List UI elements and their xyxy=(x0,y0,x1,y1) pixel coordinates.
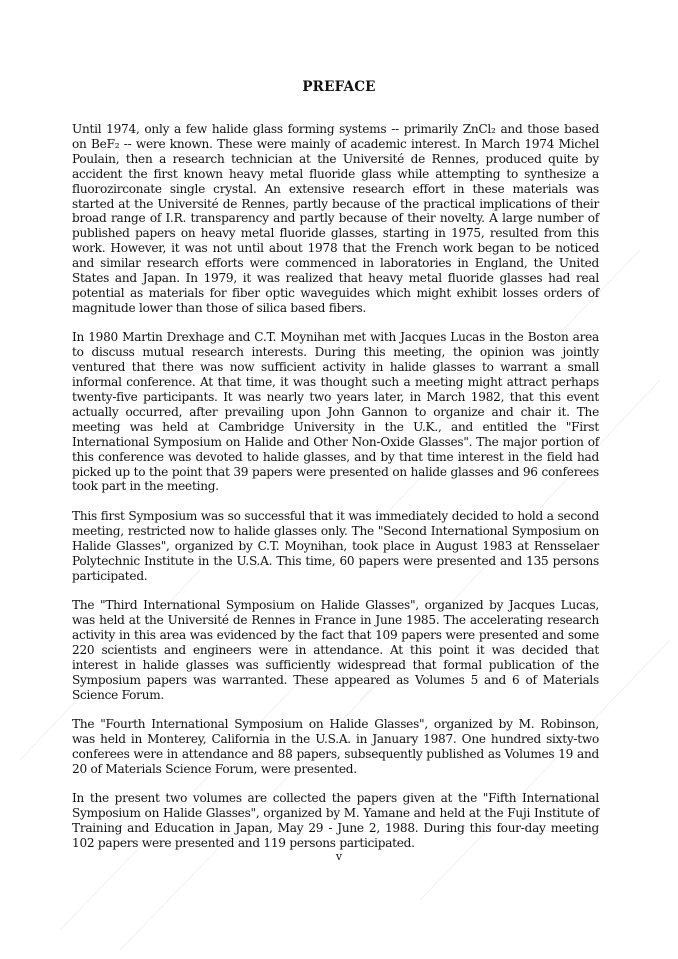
page-number: v xyxy=(335,850,343,863)
paragraph-first-symposium-origin: In 1980 Martin Drexhage and C.T. Moynihan met with Jacques Lucas in the Boston area to discuss mutual research interests. During this meeting, the opinion was jointly ventured that there was now sufficient activity in halide glasses to warrant a small informal conference. At that time, it was thought such a meeting might attract perhaps twenty-five participants. It was nearly two years later, in March 1982, that this event actually occurred, after prevailing upon John Gannon to organize and chair it. The meeting was held at Cambridge University in the U.K., and entitled the "First International Symposium on Halide and Other Non-Oxide Glasses". The major portion of this conference was devoted to halide glasses, and by that time interest in the field had picked up to the point that 39 papers were presented on halide glasses and 96 conferees took part in the meeting. xyxy=(72,330,599,494)
paragraph-second-symposium: This first Symposium was so successful that it was immediately decided to hold a second meeting, restricted now to halide glasses only. The "Second International Symposium on Halide Glasses", organized by C.T. Moynihan, took place in August 1983 at Rensselaer Polytechnic Institute in the U.S.A. This time, 60 papers were presented and 135 persons participated. xyxy=(72,508,599,583)
paragraph-history-1974: Until 1974, only a few halide glass forming systems -- primarily ZnCl₂ and those based on BeF₂ -- were known. These were mainly of academic interest. In March 1974 Michel Poulain, then a research technician at the Université de Rennes, produced quite by accident the first known heavy metal fluoride glass while attempting to synthesize a fluorozirconate single crystal. An extensive research effort in these materials was started at the Université de Rennes, partly because of the practical implications of their broad range of I.R. transparency and partly because of their novelty. A large number of published papers on heavy metal fluoride glasses, starting in 1975, resulted from this work. However, it was not until about 1978 that the French work began to be noticed and similar research efforts were commenced in laboratories in England, the United States and Japan. In 1979, it was realized that heavy metal fluoride glasses had real potential as materials for fiber optic waveguides which might exhibit losses orders of magnitude lower than those of silica based fibers. xyxy=(72,122,599,315)
preface-title: PREFACE xyxy=(302,79,376,95)
paragraph-fourth-symposium: The "Fourth International Symposium on Halide Glasses", organized by M. Robinson, was held in Monterey, California in the U.S.A. in January 1987. One hundred sixty-two conferees were in attendance and 88 papers, subsequently published as Volumes 19 and 20 of Materials Science Forum, were presented. xyxy=(72,717,599,776)
paragraph-fifth-symposium: In the present two volumes are collected the papers given at the "Fifth International Symposium on Halide Glasses", organized by M. Yamane and held at the Fuji Institute of Training and Education in Japan, May 29 - June 2, 1988. During this four-day meeting 102 papers were presented and 119 persons participated. xyxy=(72,791,599,850)
preface-body xyxy=(72,122,599,865)
paragraph-third-symposium: The "Third International Symposium on Halide Glasses", organized by Jacques Lucas, was held at the Université de Rennes in France in June 1985. The accelerating research activity in this area was evidenced by the fact that 109 papers were presented and some 220 scientists and engineers were in attendance. At this point it was decided that interest in halide glasses was sufficiently widespread that formal publication of the Symposium papers was warranted. These appeared as Volumes 5 and 6 of Materials Science Forum. xyxy=(72,598,599,702)
